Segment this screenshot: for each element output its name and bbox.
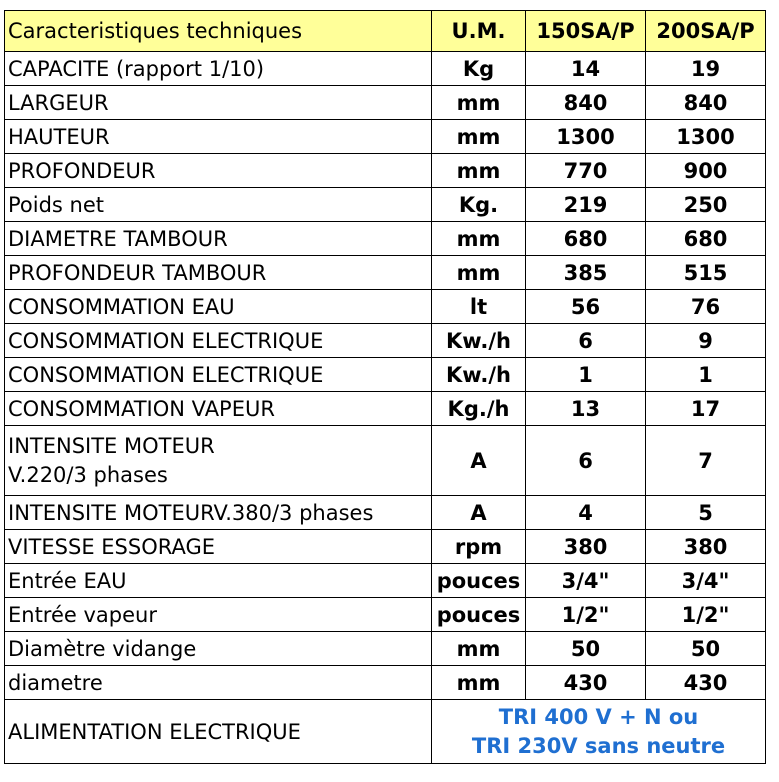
table-row — [5, 530, 766, 564]
row-value-200: 250 — [646, 188, 766, 222]
row-unit: mm — [432, 256, 526, 290]
row-unit: lt — [432, 290, 526, 324]
row-value-200: 1300 — [646, 120, 766, 154]
table-row — [5, 86, 766, 120]
table-row — [5, 290, 766, 324]
table-row — [5, 120, 766, 154]
table-row — [5, 426, 766, 496]
row-label: Entrée vapeur — [5, 598, 432, 632]
power-supply-line: TRI 400 V + N ou — [498, 704, 699, 729]
row-unit: pouces — [432, 564, 526, 598]
specs-table-body — [5, 11, 766, 764]
row-value-150: 6 — [526, 324, 646, 358]
row-value-200: 380 — [646, 530, 766, 564]
row-value-150: 50 — [526, 632, 646, 666]
table-row — [5, 392, 766, 426]
header-model-200-cell: 200SA/P — [646, 11, 766, 52]
row-label: VITESSE ESSORAGE — [5, 530, 432, 564]
row-value-200: 840 — [646, 86, 766, 120]
row-unit: mm — [432, 86, 526, 120]
row-label: diametre — [5, 666, 432, 700]
row-value-150: 6 — [526, 426, 646, 496]
power-supply-label: ALIMENTATION ELECTRIQUE — [5, 700, 432, 764]
row-value-150: 430 — [526, 666, 646, 700]
power-supply-row — [5, 700, 766, 764]
table-row — [5, 222, 766, 256]
row-value-150: 680 — [526, 222, 646, 256]
row-value-200: 5 — [646, 496, 766, 530]
row-unit: mm — [432, 222, 526, 256]
header-model-150-cell: 150SA/P — [526, 11, 646, 52]
header-label-cell: Caracteristiques techniques — [5, 11, 432, 52]
row-value-150: 56 — [526, 290, 646, 324]
row-value-150: 1300 — [526, 120, 646, 154]
header-um-cell: U.M. — [432, 11, 526, 52]
row-value-200: 17 — [646, 392, 766, 426]
row-value-150: 380 — [526, 530, 646, 564]
row-value-150: 1 — [526, 358, 646, 392]
row-label: DIAMETRE TAMBOUR — [5, 222, 432, 256]
row-value-200: 7 — [646, 426, 766, 496]
table-row — [5, 564, 766, 598]
row-unit: Kg./h — [432, 392, 526, 426]
row-value-150: 385 — [526, 256, 646, 290]
row-unit: Kg — [432, 52, 526, 86]
row-label-line: V.220/3 phases — [8, 462, 168, 487]
row-label: CAPACITE (rapport 1/10) — [5, 52, 432, 86]
row-value-200: 900 — [646, 154, 766, 188]
table-row — [5, 632, 766, 666]
row-label: PROFONDEUR — [5, 154, 432, 188]
table-row — [5, 52, 766, 86]
row-label: CONSOMMATION VAPEUR — [5, 392, 432, 426]
power-supply-value — [432, 700, 766, 764]
table-row — [5, 666, 766, 700]
table-row — [5, 256, 766, 290]
row-value-200: 19 — [646, 52, 766, 86]
row-label: Diamètre vidange — [5, 632, 432, 666]
row-value-150: 1/2" — [526, 598, 646, 632]
table-row — [5, 598, 766, 632]
row-unit: mm — [432, 120, 526, 154]
row-label: PROFONDEUR TAMBOUR — [5, 256, 432, 290]
table-row — [5, 324, 766, 358]
row-unit: rpm — [432, 530, 526, 564]
row-value-200: 3/4" — [646, 564, 766, 598]
row-unit: mm — [432, 154, 526, 188]
table-row — [5, 188, 766, 222]
row-unit: Kg. — [432, 188, 526, 222]
row-label: Poids net — [5, 188, 432, 222]
row-label-line: INTENSITE MOTEUR — [8, 433, 215, 458]
row-label: HAUTEUR — [5, 120, 432, 154]
row-value-200: 680 — [646, 222, 766, 256]
row-label: CONSOMMATION EAU — [5, 290, 432, 324]
row-value-200: 50 — [646, 632, 766, 666]
specs-table — [4, 10, 766, 764]
table-row — [5, 154, 766, 188]
row-value-150: 4 — [526, 496, 646, 530]
header-row — [5, 11, 766, 52]
row-unit: mm — [432, 632, 526, 666]
row-value-200: 1 — [646, 358, 766, 392]
row-unit: mm — [432, 666, 526, 700]
row-value-150: 13 — [526, 392, 646, 426]
row-label: CONSOMMATION ELECTRIQUE — [5, 324, 432, 358]
row-value-150: 219 — [526, 188, 646, 222]
row-unit: pouces — [432, 598, 526, 632]
row-value-200: 76 — [646, 290, 766, 324]
row-label: Entrée EAU — [5, 564, 432, 598]
row-value-150: 14 — [526, 52, 646, 86]
row-unit: A — [432, 426, 526, 496]
row-value-200: 430 — [646, 666, 766, 700]
row-unit: Kw./h — [432, 358, 526, 392]
row-value-150: 770 — [526, 154, 646, 188]
row-value-200: 515 — [646, 256, 766, 290]
row-label: CONSOMMATION ELECTRIQUE — [5, 358, 432, 392]
row-value-150: 840 — [526, 86, 646, 120]
row-label: LARGEUR — [5, 86, 432, 120]
row-unit: A — [432, 496, 526, 530]
row-label — [5, 426, 432, 496]
table-row — [5, 358, 766, 392]
row-value-200: 9 — [646, 324, 766, 358]
power-supply-line: TRI 230V sans neutre — [471, 733, 726, 758]
row-value-150: 3/4" — [526, 564, 646, 598]
row-value-200: 1/2" — [646, 598, 766, 632]
row-label: INTENSITE MOTEURV.380/3 phases — [5, 496, 432, 530]
table-row — [5, 496, 766, 530]
row-unit: Kw./h — [432, 324, 526, 358]
